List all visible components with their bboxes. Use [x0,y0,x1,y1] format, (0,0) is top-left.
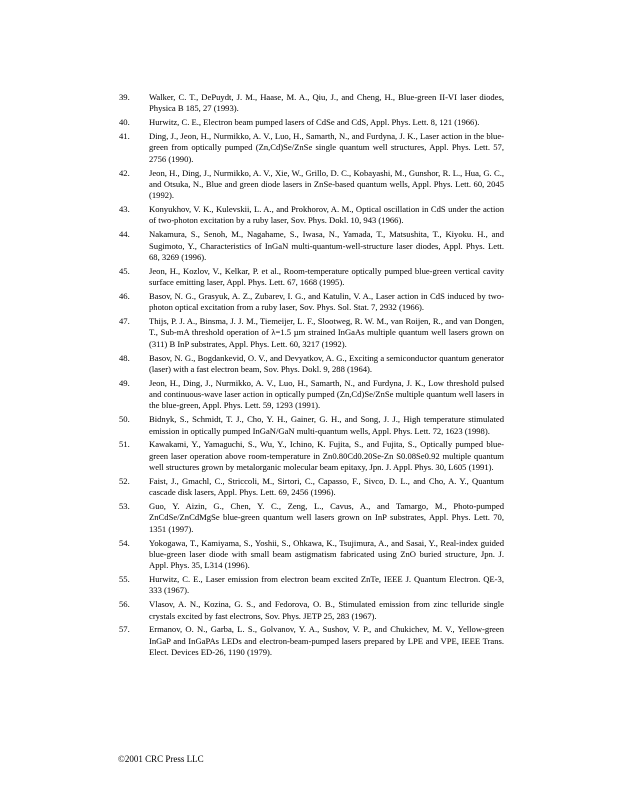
reference-item [119,117,504,128]
reference-list [119,92,504,661]
reference-number: 57. [119,624,130,635]
reference-number: 52. [119,475,130,486]
reference-item [119,229,504,263]
reference-number: 47. [119,316,130,327]
reference-text: Yokogawa, T., Kamiyama, S., Yoshii, S., Ohkawa, K., Tsujimura, A., and Sasai, Y., Real-index guided blue-green laser diode with small beam astigmatism fabricated using ZnO buried structure, Jpn. J. Appl. Phys. 35, L314 (1996). [149,537,504,571]
reference-text: Vlasov, A. N., Kozina, G. S., and Fedorova, O. B., Stimulated emission from zinc telluride single crystals excited by fast electrons, Sov. Phys. JETP 25, 283 (1967). [149,599,504,621]
reference-item [119,439,504,473]
reference-text: Faist, J., Gmachl, C., Striccoli, M., Sirtori, C., Capasso, F., Sivco, D. L., and Cho, A. Y., Quantum cascade disk lasers, Appl. Phys. Lett. 69, 2456 (1996). [149,475,504,498]
reference-item [119,266,504,289]
reference-number: 55. [119,574,130,585]
reference-number: 50. [119,414,130,425]
reference-item [119,131,504,165]
reference-item [119,476,504,499]
reference-item [119,538,504,572]
reference-text: Guo, Y. Aizin, G., Chen, Y. C., Zeng, L., Cavus, A., and Tamargo, M., Photo-pumped ZnCdSe/ZnCdMgSe blue-green quantum well lasers grown on InP substrates, Appl. Phys. Lett. 70, 1351 (1997). [149,501,504,534]
reference-number: 56. [119,599,130,610]
reference-number: 40. [119,117,130,128]
reference-text: Bidnyk, S., Schmidt, T. J., Cho, Y. H., Gainer, G. H., and Song, J. J., High temperature stimulated emission in optically pumped InGaN/GaN multi-quantum wells, Appl. Phys. Lett. 72, 1623 (1998). [149,414,504,436]
reference-number: 42. [119,167,130,178]
reference-item [119,501,504,535]
reference-item [119,291,504,314]
reference-number: 43. [119,204,130,215]
reference-text: Nakamura, S., Senoh, M., Nagahame, S., Iwasa, N., Yamada, T., Matsushita, T., Kiyoku. H., and Sugimoto, Y., Characteristics of InGaN multi-quantum-well-structure laser diodes, Appl. Phys. Lett. 68, 3269 (1996). [149,229,504,262]
reference-text: Kawakami, Y., Yamaguchi, S., Wu, Y., Ichino, K. Fujita, S., and Fujita, S., Optically pumped blue-green laser operation above room-temperature in Zn0.80Cd0.20Se-Zn S0.08Se0.92 multiple quantum well structures grown by metalorganic molecular beam epitaxy, Jpn. J. Appl. Phys. 30, L605 (1991). [149,439,504,473]
reference-number: 51. [119,439,130,450]
reference-text: Konyukhov, V. K., Kulevskii, L. A., and Prokhorov, A. M., Optical oscillation in CdS under the action of two-photon excitation by a ruby laser, Sov. Phys. Dokl. 10, 943 (1966). [149,204,504,226]
reference-text: Jeon, H., Ding, J., Nurmikko, A. V., Luo, H., Samarth, N., and Furdyna, J. K., Low threshold pulsed and continuous-wave laser action in optically pumped (Zn,Cd)Se/ZnSe multiple quantum well lasers in the blue-green, Appl. Phys. Lett. 59, 1293 (1991). [149,377,504,411]
reference-number: 45. [119,265,130,276]
reference-item [119,599,504,622]
reference-number: 48. [119,352,130,363]
reference-item [119,353,504,376]
reference-number: 39. [119,92,130,102]
reference-text: Ermanov, O. N., Garba, L. S., Golvanov, Y. A., Sushov, V. P., and Chukichev, M. V., Yellow-green InGaP and InGaPAs LEDs and electron-beam-pumped lasers prepared by LPE and VPE, IEEE Trans. Elect. Devices ED-26, 1190 (1979). [149,624,504,658]
reference-item [119,316,504,350]
reference-number: 46. [119,290,130,301]
reference-item [119,92,504,115]
reference-text: Walker, C. T., DePuydt, J. M., Haase, M. A., Qiu, J., and Cheng, H., Blue-green II-VI laser diodes, Physica B 185, 27 (1993). [149,92,504,114]
reference-text: Hurwitz, C. E., Laser emission from electron beam excited ZnTe, IEEE J. Quantum Electron. QE-3, 333 (1967). [149,574,504,596]
reference-item [119,414,504,437]
reference-number: 44. [119,229,130,240]
reference-item [119,378,504,412]
copyright-footer: ©2001 CRC Press LLC [118,754,204,764]
reference-text: Ding, J., Jeon, H., Nurmikko, A. V., Luo, H., Samarth, N., and Furdyna, J. K., Laser action in the blue-green from optically pumped (Zn,Cd)Se/ZnSe single quantum well structures, Appl. Phys. Lett. 57, 2756 (1990). [149,131,504,164]
reference-number: 49. [119,377,130,388]
reference-item [119,168,504,202]
reference-number: 53. [119,501,130,512]
reference-text: Jeon, H., Ding, J., Nurmikko, A. V., Xie, W., Grillo, D. C., Kobayashi, M., Gunshor, R. L., Hua, G. C., and Otsuka, N., Blue and green diode lasers in ZnSe-based quantum wells, Appl. Phys. Lett. 60, 2045 (1992). [149,167,504,201]
reference-text: Basov, N. G., Bogdankevid, O. V., and Devyatkov, A. G., Exciting a semiconductor quantum generator (laser) with a fast electron beam, Sov. Phys. Dokl. 9, 288 (1964). [149,352,504,374]
reference-text: Jeon, H., Kozlov, V., Kelkar, P. et al., Room-temperature optically pumped blue-green vertical cavity surface emitting laser, Appl. Phys. Lett. 67, 1668 (1995). [149,265,504,288]
reference-text: Basov, N. G., Grasyuk, A. Z., Zubarev, I. G., and Katulin, V. A., Laser action in CdS induced by two-photon optical excitation from a ruby laser, Sov. Phys. Sol. Stat. 7, 2932 (1966). [149,290,504,313]
reference-number: 41. [119,131,130,142]
reference-item [119,624,504,658]
reference-item [119,204,504,227]
reference-text: Thijs, P. J. A., Binsma, J. J. M., Tiemeijer, L. F., Slootweg, R. W. M., van Roijen, R., and van Dongen, T., Sub-mA threshold operation of λ=1.5 µm strained InGaAs multiple quantum well lasers grown on (311) B InP substrates, Appl. Phys. Lett. 60, 3217 (1992). [149,316,504,349]
reference-number: 54. [119,537,130,548]
reference-item [119,574,504,597]
reference-text: Hurwitz, C. E., Electron beam pumped lasers of CdSe and CdS, Appl. Phys. Lett. 8, 121 (1966). [149,117,480,128]
